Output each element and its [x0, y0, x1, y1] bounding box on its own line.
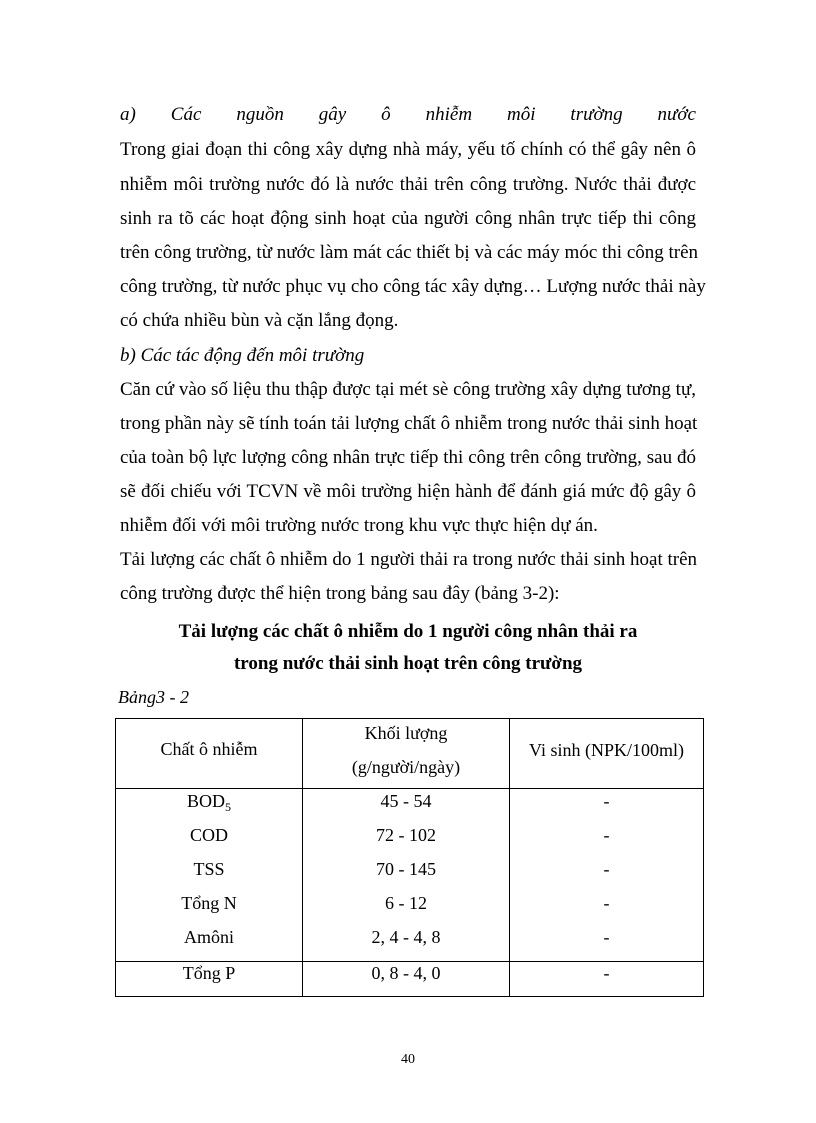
table-row-pollutant: COD: [189, 825, 228, 845]
table-row-mass: 70 - 145: [376, 859, 436, 879]
body-text-line: trong phần này sẽ tính toán tải lượng chất ô nhiễm trong nước thải sinh hoạt: [120, 413, 698, 434]
header-mass-line-2: (g/người/ngày): [351, 757, 461, 777]
body-text-line: Căn cứ vào số liệu thu thập được tại mét sè công trường xây dựng tương tự,: [120, 379, 696, 400]
table-title-line-1: Tải lượng các chất ô nhiễm do 1 người công nhân thải ra: [178, 621, 638, 642]
table-row-mass: 45 - 54: [380, 791, 432, 811]
body-text-line: nhiễm môi trường nước đó là nước thải trên công trường. Nước thải được: [120, 174, 696, 195]
body-text-line: trên công trường, từ nước làm mát các thiết bị và các máy móc thi công trên: [120, 242, 699, 263]
table-row-pollutant: Amôni: [183, 927, 234, 947]
body-text-line: sinh ra tõ các hoạt động sinh hoạt của người công nhân trực tiếp thi công: [120, 208, 696, 229]
table-row-microbial: -: [603, 963, 610, 983]
body-text-line: có chứa nhiều bùn và cặn lắng đọng.: [120, 310, 399, 331]
body-text-line: nhiễm đối với môi trường nước trong khu vực thực hiện dự án.: [120, 515, 598, 536]
header-divider: [116, 788, 703, 789]
table-row-pollutant: Tổng N: [181, 893, 237, 913]
header-pollutant: Chất ô nhiễm: [160, 739, 258, 759]
pollutant-table: [115, 718, 704, 997]
table-row-mass: 2, 4 - 4, 8: [371, 927, 441, 947]
table-row-pollutant: $BOD_5$: [186, 791, 231, 814]
body-text-line: Tải lượng các chất ô nhiễm do 1 người thải ra trong nước thải sinh hoạt trên: [120, 549, 698, 570]
header-microbial: Vi sinh (NPK/100ml): [529, 740, 684, 760]
table-row-pollutant: TSS: [193, 859, 225, 879]
body-text-line: sẽ đối chiếu với TCVN về môi trường hiện hành để đánh giá mức độ gây ô: [120, 481, 696, 502]
table-row-pollutant: Tổng P: [182, 963, 236, 983]
body-text-line: công trường, từ nước phục vụ cho công tác xây dựng… Lượng nước thải này: [120, 276, 706, 297]
table-row-mass: 72 - 102: [376, 825, 436, 845]
body-text-line: của toàn bộ lực lượng công nhân trực tiếp thi công trên công trường, sau đó: [120, 447, 696, 468]
table-row-microbial: -: [603, 791, 610, 811]
table-row-microbial: -: [603, 927, 610, 947]
table-row-mass: 6 - 12: [385, 893, 427, 913]
table-row-microbial: -: [603, 825, 610, 845]
table-label: Bảng3 - 2: [118, 687, 189, 707]
header-mass-line-1: Khối lượng: [364, 723, 448, 743]
body-text-line: Trong giai đoạn thi công xây dựng nhà máy, yếu tố chính có thể gây nên ô: [120, 139, 696, 160]
table-row-mass: 0, 8 - 4, 0: [371, 963, 441, 983]
table-title-line-2: trong nước thải sinh hoạt trên công trường: [233, 653, 583, 674]
page-number: 40: [401, 1052, 415, 1067]
body-text-line: công trường được thể hiện trong bảng sau đây (bảng 3-2):: [120, 583, 560, 604]
table-row-microbial: -: [603, 893, 610, 913]
table-row-microbial: -: [603, 859, 610, 879]
section-b-heading: b) Các tác động đến môi trường: [120, 345, 365, 366]
section-a-heading: a) Các nguồn gây ô nhiễm môi trường nước: [120, 104, 696, 125]
